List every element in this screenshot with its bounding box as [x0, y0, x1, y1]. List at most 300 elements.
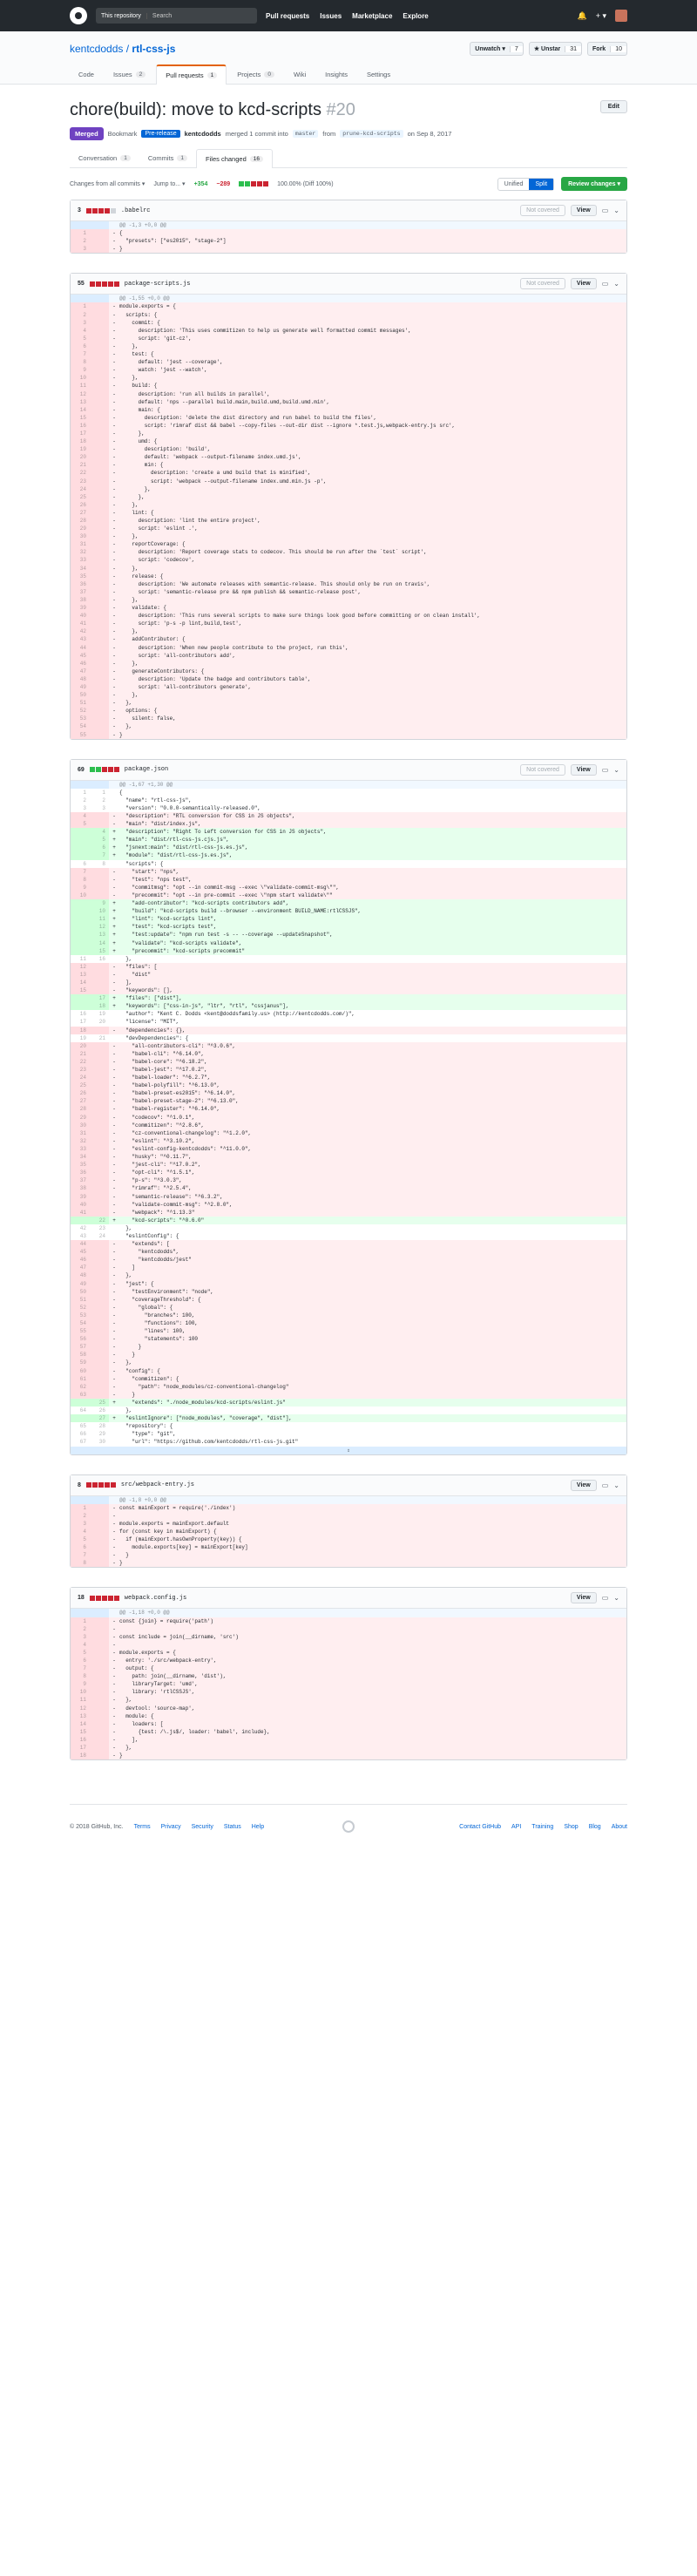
desktop-icon[interactable]: ▭ — [601, 1594, 609, 1603]
tab-wiki[interactable] — [285, 64, 315, 84]
old-line-number[interactable]: 44 — [71, 644, 90, 652]
new-line-number[interactable]: 12 — [90, 923, 109, 931]
new-line-number[interactable] — [90, 1528, 109, 1535]
old-line-number[interactable]: 18 — [71, 1752, 90, 1759]
new-line-number[interactable] — [90, 1097, 109, 1105]
old-line-number[interactable] — [71, 1217, 90, 1224]
tab-settings[interactable] — [358, 64, 399, 84]
new-line-number[interactable]: 4 — [90, 828, 109, 836]
old-line-number[interactable]: 10 — [71, 374, 90, 382]
new-line-number[interactable] — [90, 1752, 109, 1759]
old-line-number[interactable]: 37 — [71, 1176, 90, 1184]
new-line-number[interactable] — [90, 1641, 109, 1649]
old-line-number[interactable]: 55 — [71, 1327, 90, 1335]
new-line-number[interactable] — [90, 1744, 109, 1752]
new-line-number[interactable] — [90, 1248, 109, 1256]
old-line-number[interactable]: 67 — [79, 1439, 86, 1446]
new-line-number[interactable] — [90, 469, 109, 477]
new-line-number[interactable] — [90, 437, 109, 445]
base-branch[interactable]: master — [293, 130, 318, 138]
new-line-number[interactable] — [90, 501, 109, 509]
tab-issues[interactable] — [105, 64, 154, 84]
old-line-number[interactable]: 14 — [71, 979, 90, 986]
view-file-button[interactable]: View — [571, 1592, 597, 1603]
old-line-number[interactable]: 46 — [71, 660, 90, 668]
old-line-number[interactable]: 11 — [71, 382, 90, 390]
old-line-number[interactable]: 26 — [71, 1089, 90, 1097]
old-line-number[interactable]: 47 — [71, 1264, 90, 1271]
unwatch-button[interactable] — [470, 42, 524, 56]
old-line-number[interactable]: 23 — [71, 1066, 90, 1074]
new-line-number[interactable] — [90, 683, 109, 691]
old-line-number[interactable]: 64 — [79, 1407, 86, 1414]
new-line-number[interactable]: 24 — [98, 1232, 105, 1239]
new-line-number[interactable] — [90, 660, 109, 668]
new-line-number[interactable] — [90, 596, 109, 604]
old-line-number[interactable]: 40 — [71, 612, 90, 620]
new-line-number[interactable] — [90, 781, 109, 789]
old-line-number[interactable]: 17 — [79, 1019, 86, 1026]
new-line-number[interactable] — [90, 478, 109, 485]
new-line-number[interactable] — [90, 691, 109, 699]
new-line-number[interactable] — [90, 1688, 109, 1696]
new-line-number[interactable] — [90, 548, 109, 556]
new-line-number[interactable] — [90, 963, 109, 971]
old-line-number[interactable]: 14 — [71, 1720, 90, 1728]
new-line-number[interactable] — [90, 1184, 109, 1192]
new-line-number[interactable] — [90, 1319, 109, 1327]
new-line-number[interactable] — [90, 1649, 109, 1657]
footer-link-status[interactable]: Status — [223, 1823, 241, 1830]
new-line-number[interactable] — [90, 517, 109, 525]
new-line-number[interactable] — [90, 1664, 109, 1672]
old-line-number[interactable]: 2 — [71, 237, 90, 245]
old-line-number[interactable] — [71, 295, 90, 302]
old-line-number[interactable] — [71, 923, 90, 931]
new-line-number[interactable] — [90, 1696, 109, 1704]
new-line-number[interactable] — [90, 1312, 109, 1319]
old-line-number[interactable]: 36 — [71, 1169, 90, 1176]
new-line-number[interactable] — [90, 374, 109, 382]
tab-insights[interactable] — [316, 64, 356, 84]
new-line-number[interactable] — [90, 884, 109, 891]
old-line-number[interactable]: 25 — [71, 493, 90, 501]
nav-marketplace[interactable]: Marketplace — [352, 11, 393, 20]
new-line-number[interactable] — [90, 327, 109, 335]
new-line-number[interactable] — [90, 1351, 109, 1359]
old-line-number[interactable]: 33 — [71, 556, 90, 564]
old-line-number[interactable]: 50 — [71, 1288, 90, 1296]
repo-name-link[interactable]: rtl-css-js — [132, 43, 176, 55]
old-line-number[interactable]: 43 — [71, 635, 90, 643]
old-line-number[interactable]: 53 — [71, 715, 90, 722]
bell-icon[interactable]: 🔔 — [577, 10, 587, 20]
new-line-number[interactable] — [90, 366, 109, 374]
footer-link-privacy[interactable]: Privacy — [160, 1823, 181, 1830]
new-line-number[interactable] — [90, 1625, 109, 1633]
old-line-number[interactable]: 28 — [71, 1105, 90, 1113]
old-line-number[interactable]: 2 — [83, 797, 86, 803]
new-line-number[interactable] — [90, 715, 109, 722]
tab-pull-requests[interactable] — [156, 64, 227, 85]
old-line-number[interactable]: 24 — [71, 485, 90, 493]
new-line-number[interactable] — [90, 971, 109, 979]
old-line-number[interactable]: 15 — [71, 986, 90, 994]
jump-to-dropdown[interactable]: Jump to... ▾ — [153, 181, 186, 187]
old-line-number[interactable]: 3 — [71, 1520, 90, 1528]
new-line-number[interactable] — [90, 414, 109, 422]
new-line-number[interactable] — [90, 1559, 109, 1567]
old-line-number[interactable]: 26 — [71, 501, 90, 509]
unified-button[interactable]: Unified — [504, 180, 524, 187]
old-line-number[interactable]: 13 — [71, 398, 90, 406]
desktop-icon[interactable]: ▭ — [601, 280, 609, 288]
old-line-number[interactable]: 43 — [79, 1232, 86, 1239]
old-line-number[interactable]: 22 — [71, 1058, 90, 1066]
new-line-number[interactable] — [90, 229, 109, 237]
old-line-number[interactable] — [71, 939, 90, 947]
view-file-button[interactable]: View — [571, 205, 597, 216]
old-line-number[interactable]: 2 — [71, 1512, 90, 1520]
old-line-number[interactable]: 8 — [71, 876, 90, 884]
new-line-number[interactable] — [90, 1209, 109, 1217]
old-line-number[interactable]: 4 — [71, 1528, 90, 1535]
old-line-number[interactable]: 11 — [71, 1696, 90, 1704]
author-link[interactable]: kentcdodds — [184, 130, 221, 138]
old-line-number[interactable]: 29 — [71, 1114, 90, 1122]
old-line-number[interactable] — [71, 781, 90, 789]
old-line-number[interactable]: 40 — [71, 1201, 90, 1209]
old-line-number[interactable] — [71, 1414, 90, 1422]
old-line-number[interactable]: 4 — [71, 812, 90, 820]
old-line-number[interactable]: 9 — [71, 884, 90, 891]
old-line-number[interactable]: 52 — [71, 707, 90, 715]
new-line-number[interactable]: 11 — [90, 915, 109, 923]
old-line-number[interactable]: 31 — [71, 1129, 90, 1137]
new-line-number[interactable] — [90, 1153, 109, 1161]
old-line-number[interactable]: 1 — [71, 1504, 90, 1512]
chevron-down-icon[interactable]: ⌄ — [613, 280, 619, 288]
footer-link-training[interactable]: Training — [531, 1823, 554, 1830]
old-line-number[interactable]: 36 — [71, 580, 90, 588]
desktop-icon[interactable]: ▭ — [601, 207, 609, 214]
new-line-number[interactable] — [90, 1288, 109, 1296]
new-line-number[interactable] — [90, 1296, 109, 1304]
new-line-number[interactable] — [90, 1081, 109, 1089]
old-line-number[interactable] — [71, 907, 90, 915]
new-line-number[interactable] — [90, 565, 109, 573]
new-line-number[interactable]: 5 — [90, 836, 109, 844]
old-line-number[interactable]: 46 — [71, 1256, 90, 1264]
chevron-down-icon[interactable]: ⌄ — [613, 765, 619, 774]
new-line-number[interactable] — [90, 493, 109, 501]
old-line-number[interactable] — [71, 931, 90, 939]
new-line-number[interactable] — [90, 422, 109, 430]
new-line-number[interactable]: 18 — [90, 1002, 109, 1010]
new-line-number[interactable] — [90, 868, 109, 876]
old-line-number[interactable]: 15 — [71, 414, 90, 422]
old-line-number[interactable] — [71, 828, 90, 836]
old-line-number[interactable]: 18 — [71, 437, 90, 445]
new-line-number[interactable]: 6 — [90, 844, 109, 851]
new-line-number[interactable] — [90, 1145, 109, 1153]
old-line-number[interactable]: 33 — [71, 1145, 90, 1153]
footer-link-api[interactable]: API — [511, 1823, 522, 1830]
new-line-number[interactable] — [90, 1609, 109, 1617]
old-line-number[interactable] — [71, 844, 90, 851]
old-line-number[interactable] — [71, 851, 90, 859]
tab-files-changed[interactable] — [196, 149, 273, 168]
new-line-number[interactable] — [90, 820, 109, 828]
github-mark-icon[interactable] — [342, 1820, 355, 1833]
new-line-number[interactable] — [90, 1520, 109, 1528]
old-line-number[interactable]: 45 — [71, 1248, 90, 1256]
new-line-number[interactable] — [90, 1359, 109, 1366]
old-line-number[interactable]: 44 — [71, 1240, 90, 1248]
old-line-number[interactable]: 3 — [71, 319, 90, 327]
old-line-number[interactable]: 7 — [71, 868, 90, 876]
old-line-number[interactable]: 6 — [71, 342, 90, 350]
new-line-number[interactable] — [90, 1271, 109, 1279]
new-line-number[interactable] — [90, 311, 109, 319]
old-line-number[interactable]: 17 — [71, 1744, 90, 1752]
new-line-number[interactable]: 28 — [98, 1423, 105, 1430]
old-line-number[interactable]: 4 — [71, 1641, 90, 1649]
fork-count[interactable]: 10 — [610, 46, 626, 52]
new-line-number[interactable] — [90, 221, 109, 229]
new-line-number[interactable]: 19 — [98, 1011, 105, 1018]
old-line-number[interactable]: 12 — [71, 390, 90, 398]
new-line-number[interactable]: 1 — [102, 789, 105, 796]
new-line-number[interactable] — [90, 1240, 109, 1248]
old-line-number[interactable]: 21 — [71, 461, 90, 469]
old-line-number[interactable]: 32 — [71, 1137, 90, 1145]
old-line-number[interactable]: 1 — [83, 789, 86, 796]
new-line-number[interactable] — [90, 1066, 109, 1074]
new-line-number[interactable] — [90, 1089, 109, 1097]
new-line-number[interactable] — [90, 1375, 109, 1383]
new-line-number[interactable] — [90, 540, 109, 548]
new-line-number[interactable] — [90, 1264, 109, 1271]
new-line-number[interactable] — [90, 573, 109, 580]
old-line-number[interactable]: 38 — [71, 596, 90, 604]
old-line-number[interactable]: 41 — [71, 1209, 90, 1217]
new-line-number[interactable] — [90, 319, 109, 327]
old-line-number[interactable]: 15 — [71, 1728, 90, 1736]
old-line-number[interactable]: 51 — [71, 699, 90, 707]
old-line-number[interactable]: 39 — [71, 604, 90, 612]
old-line-number[interactable]: 16 — [71, 1736, 90, 1744]
new-line-number[interactable] — [90, 1256, 109, 1264]
old-line-number[interactable] — [71, 947, 90, 955]
old-line-number[interactable]: 52 — [71, 1304, 90, 1312]
old-line-number[interactable]: 20 — [71, 1042, 90, 1050]
old-line-number[interactable]: 8 — [71, 1672, 90, 1680]
new-line-number[interactable]: 7 — [90, 851, 109, 859]
review-changes-button[interactable]: Review changes ▾ — [561, 177, 627, 191]
repo-owner-link[interactable]: kentcdodds — [70, 43, 124, 55]
chevron-down-icon[interactable]: ⌄ — [613, 207, 619, 214]
footer-link-shop[interactable]: Shop — [564, 1823, 579, 1830]
old-line-number[interactable]: 12 — [71, 963, 90, 971]
new-line-number[interactable] — [90, 1736, 109, 1744]
footer-link-security[interactable]: Security — [191, 1823, 213, 1830]
new-line-number[interactable]: 23 — [98, 1224, 105, 1231]
new-line-number[interactable] — [90, 588, 109, 596]
old-line-number[interactable]: 3 — [71, 1633, 90, 1641]
new-line-number[interactable] — [90, 1512, 109, 1520]
file-name[interactable]: src/webpack-entry.js — [120, 1481, 194, 1489]
new-line-number[interactable]: 27 — [90, 1414, 109, 1422]
old-line-number[interactable]: 59 — [71, 1359, 90, 1366]
old-line-number[interactable]: 6 — [71, 1543, 90, 1551]
nav-explore[interactable]: Explore — [403, 11, 429, 20]
new-line-number[interactable] — [90, 580, 109, 588]
unstar-button[interactable] — [529, 42, 582, 56]
new-line-number[interactable] — [90, 1169, 109, 1176]
old-line-number[interactable]: 20 — [71, 453, 90, 461]
new-line-number[interactable]: 14 — [90, 939, 109, 947]
new-line-number[interactable] — [90, 635, 109, 643]
old-line-number[interactable]: 45 — [71, 652, 90, 660]
footer-link-about[interactable]: About — [611, 1823, 627, 1830]
new-line-number[interactable] — [90, 1720, 109, 1728]
new-line-number[interactable] — [90, 245, 109, 253]
old-line-number[interactable]: 3 — [71, 245, 90, 253]
new-line-number[interactable]: 17 — [90, 994, 109, 1002]
old-line-number[interactable]: 51 — [71, 1296, 90, 1304]
fork-button[interactable] — [587, 42, 627, 56]
new-line-number[interactable] — [90, 1280, 109, 1288]
new-line-number[interactable] — [90, 1343, 109, 1351]
new-line-number[interactable] — [90, 1367, 109, 1375]
new-line-number[interactable] — [90, 1657, 109, 1664]
new-line-number[interactable] — [90, 1712, 109, 1720]
avatar[interactable] — [615, 10, 627, 22]
old-line-number[interactable]: 9 — [71, 1680, 90, 1688]
new-line-number[interactable] — [90, 445, 109, 453]
old-line-number[interactable]: 27 — [71, 1097, 90, 1105]
tab-code[interactable] — [70, 64, 103, 84]
old-line-number[interactable]: 10 — [71, 1688, 90, 1696]
new-line-number[interactable] — [90, 358, 109, 366]
new-line-number[interactable] — [90, 620, 109, 627]
footer-link-blog[interactable]: Blog — [588, 1823, 601, 1830]
old-line-number[interactable]: 25 — [71, 1081, 90, 1089]
old-line-number[interactable]: 24 — [71, 1074, 90, 1081]
new-line-number[interactable]: 13 — [90, 931, 109, 939]
old-line-number[interactable]: 28 — [71, 517, 90, 525]
old-line-number[interactable]: 41 — [71, 620, 90, 627]
split-button[interactable]: Split — [529, 179, 553, 190]
old-line-number[interactable]: 5 — [71, 1649, 90, 1657]
old-line-number[interactable] — [71, 1002, 90, 1010]
old-line-number[interactable]: 57 — [71, 1343, 90, 1351]
new-line-number[interactable] — [90, 398, 109, 406]
new-line-number[interactable] — [90, 1193, 109, 1201]
old-line-number[interactable]: 23 — [71, 478, 90, 485]
old-line-number[interactable]: 35 — [71, 573, 90, 580]
new-line-number[interactable] — [90, 612, 109, 620]
new-line-number[interactable]: 8 — [102, 860, 105, 867]
old-line-number[interactable]: 7 — [71, 1664, 90, 1672]
old-line-number[interactable]: 48 — [71, 1271, 90, 1279]
new-line-number[interactable] — [90, 1122, 109, 1129]
new-line-number[interactable] — [90, 1201, 109, 1209]
old-line-number[interactable]: 14 — [71, 406, 90, 414]
old-line-number[interactable]: 30 — [71, 532, 90, 540]
old-line-number[interactable] — [71, 994, 90, 1002]
new-line-number[interactable] — [90, 556, 109, 564]
new-line-number[interactable] — [90, 722, 109, 730]
new-line-number[interactable]: 2 — [102, 797, 105, 803]
new-line-number[interactable] — [90, 1728, 109, 1736]
old-line-number[interactable] — [71, 1496, 90, 1504]
file-name[interactable]: package.json — [124, 766, 169, 774]
new-line-number[interactable] — [90, 295, 109, 302]
new-line-number[interactable]: 9 — [90, 899, 109, 907]
old-line-number[interactable]: 63 — [71, 1391, 90, 1399]
old-line-number[interactable]: 10 — [71, 891, 90, 899]
old-line-number[interactable]: 31 — [71, 540, 90, 548]
new-line-number[interactable] — [90, 453, 109, 461]
new-line-number[interactable] — [90, 675, 109, 683]
new-line-number[interactable] — [90, 707, 109, 715]
tab-projects[interactable] — [228, 64, 283, 84]
old-line-number[interactable]: 5 — [71, 335, 90, 342]
expand-row[interactable] — [71, 1447, 626, 1454]
new-line-number[interactable] — [90, 1383, 109, 1391]
old-line-number[interactable] — [71, 915, 90, 923]
new-line-number[interactable]: 30 — [98, 1439, 105, 1446]
new-line-number[interactable] — [90, 1105, 109, 1113]
tab-conversation[interactable] — [70, 149, 139, 167]
new-line-number[interactable]: 3 — [102, 804, 105, 811]
old-line-number[interactable]: 4 — [71, 327, 90, 335]
new-line-number[interactable] — [90, 876, 109, 884]
new-line-number[interactable] — [90, 1304, 109, 1312]
old-line-number[interactable]: 53 — [71, 1312, 90, 1319]
new-line-number[interactable]: 29 — [98, 1431, 105, 1438]
old-line-number[interactable]: 35 — [71, 1161, 90, 1169]
file-name[interactable]: .babelrc — [120, 207, 151, 214]
view-file-button[interactable]: View — [571, 1480, 597, 1491]
old-line-number[interactable]: 54 — [71, 722, 90, 730]
new-line-number[interactable] — [90, 668, 109, 675]
old-line-number[interactable]: 21 — [71, 1050, 90, 1058]
old-line-number[interactable]: 56 — [71, 1335, 90, 1343]
old-line-number[interactable] — [71, 836, 90, 844]
new-line-number[interactable] — [90, 1705, 109, 1712]
new-line-number[interactable] — [90, 1680, 109, 1688]
old-line-number[interactable]: 50 — [71, 691, 90, 699]
footer-link-terms[interactable]: Terms — [133, 1823, 151, 1830]
old-line-number[interactable]: 42 — [71, 627, 90, 635]
new-line-number[interactable] — [90, 1391, 109, 1399]
old-line-number[interactable]: 30 — [71, 1122, 90, 1129]
old-line-number[interactable]: 13 — [71, 971, 90, 979]
old-line-number[interactable]: 3 — [83, 804, 86, 811]
new-line-number[interactable]: 16 — [98, 955, 105, 962]
old-line-number[interactable]: 1 — [71, 1617, 90, 1625]
expand-icon[interactable]: ⇕ — [71, 1447, 626, 1454]
tab-commits[interactable] — [139, 149, 196, 167]
old-line-number[interactable]: 34 — [71, 1153, 90, 1161]
old-line-number[interactable] — [71, 221, 90, 229]
old-line-number[interactable]: 5 — [71, 820, 90, 828]
old-line-number[interactable]: 42 — [79, 1224, 86, 1231]
old-line-number[interactable]: 61 — [71, 1375, 90, 1383]
